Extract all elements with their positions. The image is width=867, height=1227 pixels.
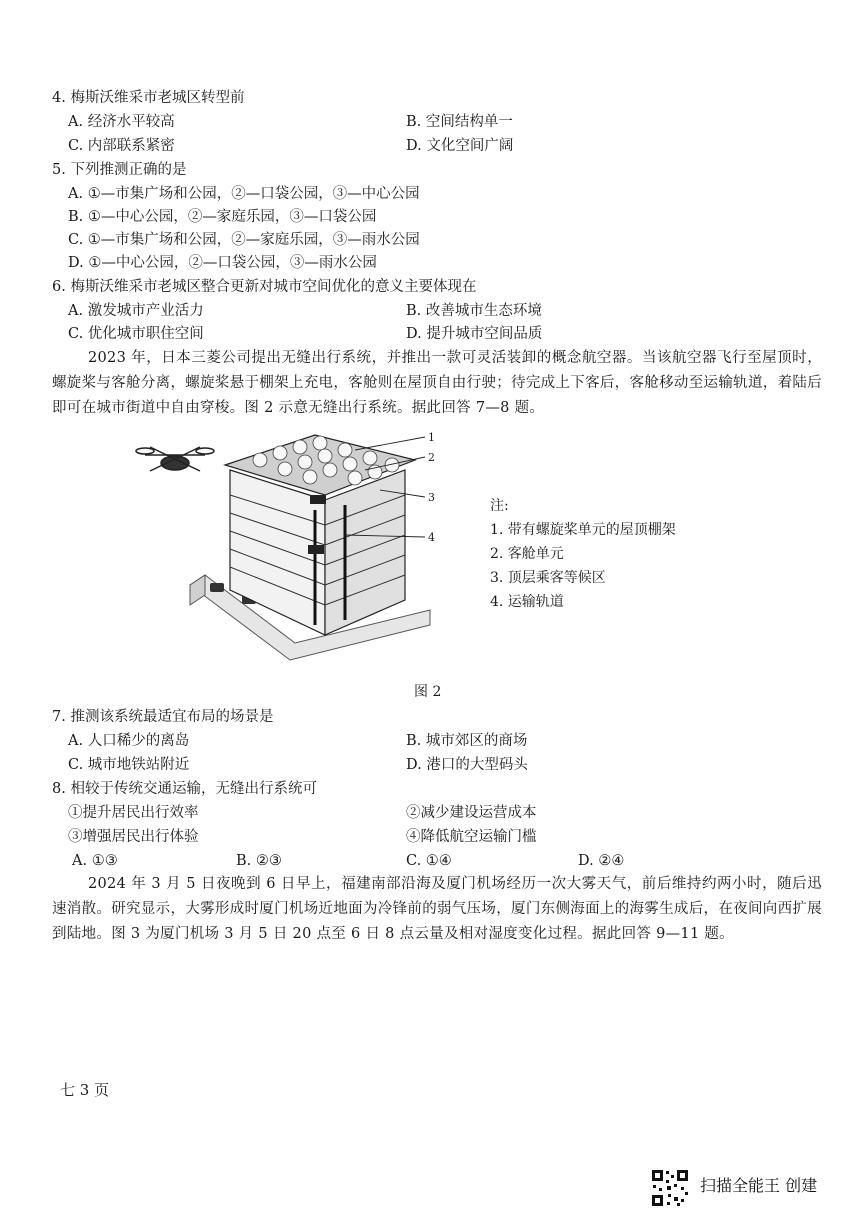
q6-stem: 6. 梅斯沃维采市老城区整合更新对城市空间优化的意义主要体现在 — [52, 279, 477, 295]
q7-stem: 7. 推测该系统最适宜布局的场景是 — [52, 709, 274, 725]
q8-stem: 8. 相较于传统交通运输，无缝出行系统可 — [52, 781, 317, 797]
q4-option-a: A. 经济水平较高 — [68, 114, 175, 130]
callout-2: 2 — [428, 451, 435, 464]
q8-option-b: B. ②③ — [236, 853, 282, 869]
figure-2-illustration — [130, 425, 450, 675]
q5-option-b: B. ①—中心公园，②—家庭乐园，③—口袋公园 — [68, 209, 377, 225]
figure-note-1: 1. 带有螺旋桨单元的屋顶棚架 — [490, 522, 676, 538]
aircraft-icon — [136, 447, 214, 471]
q8-statement-2: ②减少建设运营成本 — [406, 805, 537, 821]
q5-option-c: C. ①—市集广场和公园，②—家庭乐园，③—雨水公园 — [68, 232, 420, 248]
figure-note-2: 2. 客舱单元 — [490, 546, 564, 562]
callout-1: 1 — [428, 431, 435, 444]
figure-note-3: 3. 顶层乘客等候区 — [490, 570, 606, 586]
q8-option-c: C. ①④ — [406, 853, 452, 869]
q7-option-b: B. 城市郊区的商场 — [406, 733, 528, 749]
q5-option-d: D. ①—中心公园，②—口袋公园，③—雨水公园 — [68, 255, 377, 271]
q4-option-b: B. 空间结构单一 — [406, 114, 513, 130]
q8-statement-4: ④降低航空运输门槛 — [406, 829, 537, 845]
passage-xiamen-fog: 2024 年 3 月 5 日夜晚到 6 日早上，福建南部沿海及厦门机场经历一次大雾天气，前后维持约两小时，随后迅速消散。研究显示，大雾形成时厦门机场近地面为冷锋前的弱气压场，厦门东侧海面上的海雾生成后，在夜间向西扩展到陆地。图 3 为厦门机场 3 月 5 日 20 点至 6 日 8 点云量及相对湿度变化过程。据此回答 9—11 题。 — [52, 876, 822, 942]
q6-option-d: D. 提升城市空间品质 — [406, 326, 543, 342]
figure-note-title: 注: — [490, 498, 509, 514]
q8-option-d: D. ②④ — [578, 853, 625, 869]
q8-statement-1: ①提升居民出行效率 — [68, 805, 199, 821]
q4-stem: 4. 梅斯沃维采市老城区转型前 — [52, 90, 245, 106]
callout-4: 4 — [428, 531, 435, 544]
figure-caption: 图 2 — [414, 684, 442, 700]
q4-option-c: C. 内部联系紧密 — [68, 138, 175, 154]
q8-option-a: A. ①③ — [72, 853, 118, 869]
scanner-brand-text: 扫描全能王 创建 — [700, 1176, 818, 1195]
page-number: 七 3 页 — [60, 1081, 110, 1099]
q5-option-a: A. ①—市集广场和公园，②—口袋公园，③—中心公园 — [68, 186, 420, 202]
q4-option-d: D. 文化空间广阔 — [406, 138, 514, 154]
q7-option-c: C. 城市地铁站附近 — [68, 757, 190, 773]
figure-note-4: 4. 运输轨道 — [490, 594, 564, 610]
passage-seamless-mobility: 2023 年，日本三菱公司提出无缝出行系统，并推出一款可灵活装卸的概念航空器。当该航空器飞行至屋顶时，螺旋桨与客舱分离，螺旋桨悬于棚架上充电，客舱则在屋顶自由行驶；待完成上下客后，客舱移动至运输轨道，着陆后即可在城市街道中自由穿梭。图 2 示意无缝出行系统。据此回答 7—8 题。 — [52, 350, 822, 416]
q5-stem: 5. 下列推测正确的是 — [52, 162, 187, 178]
q6-option-b: B. 改善城市生态环境 — [406, 303, 542, 319]
q7-option-d: D. 港口的大型码头 — [406, 757, 528, 773]
q8-statement-3: ③增强居民出行体验 — [68, 829, 199, 845]
q7-option-a: A. 人口稀少的离岛 — [68, 733, 190, 749]
q6-option-c: C. 优化城市职住空间 — [68, 326, 204, 342]
callout-3: 3 — [428, 491, 435, 504]
qr-code-icon — [650, 1168, 690, 1208]
q6-option-a: A. 激发城市产业活力 — [68, 303, 204, 319]
